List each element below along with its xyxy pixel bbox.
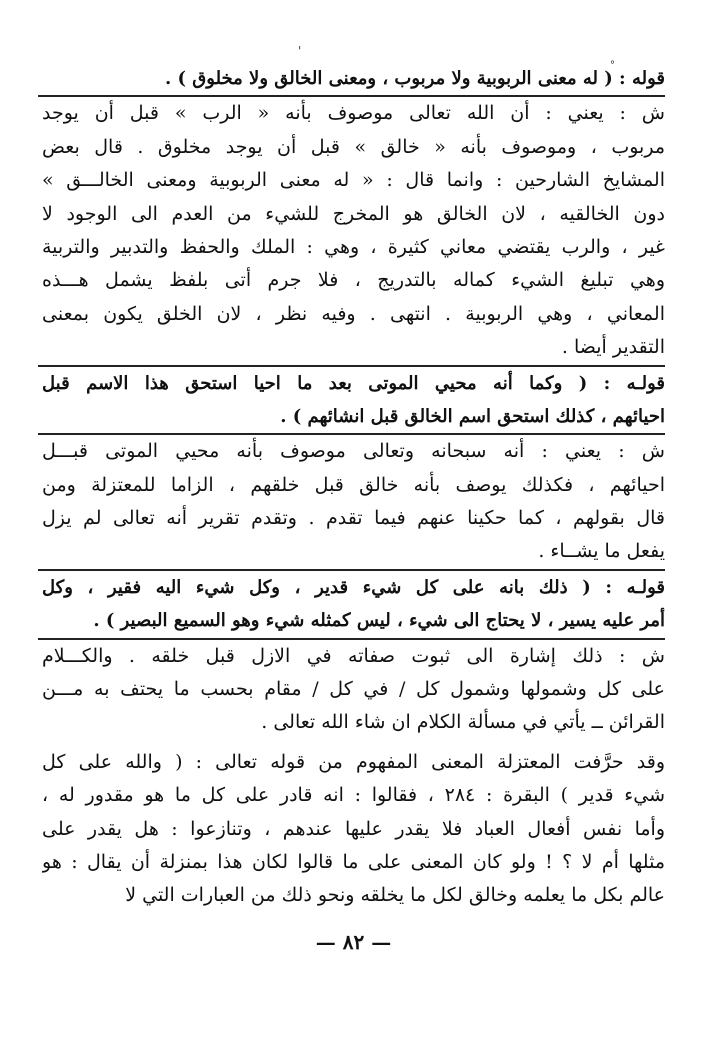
sharh-line: شيء قدير ) البقرة : ٢٨٤ ، فقالوا : انه قادر على كل ما هو مقدور له ، xyxy=(42,784,665,807)
sharh-line: مربوب ، وموصوف بأنه « خالق » قبل أن يوجد مخلوق . قال بعض xyxy=(42,135,665,158)
sharh-block xyxy=(42,97,665,364)
sharh-block xyxy=(42,746,665,913)
sharh-line: مثلها أم لا ؟ ! ولو كان المعنى على ما قالوا لكان هذا بمنزلة أن يقال : هو xyxy=(42,850,665,873)
matn-block xyxy=(42,571,665,638)
sharh-line: احيائهم ، فكذلك يوصف بأنه خالق قبل خلقهم ، الزاما للمعتزلة ومن xyxy=(42,473,665,496)
sharh-line: عالم بكل ما يعلمه وخالق لكل ما يخلقه ونحو ذلك من العبارات التي لا xyxy=(125,884,665,907)
matn-block xyxy=(42,62,665,95)
page-corner-mark: ° xyxy=(610,60,615,71)
matn-block xyxy=(42,367,665,434)
sharh-line: وقد حرَّفت المعتزلة المعنى المفهوم من قوله تعالى : ( والله على كل xyxy=(42,750,665,773)
sharh-line: وأما نفس أفعال العباد فلا يقدر عليها عندهم ، وتنازعوا : هل يقدر على xyxy=(42,817,665,840)
sharh-line: ش : يعني : أن الله تعالى موصوف بأنه « الرب » قبل أن يوجد xyxy=(42,102,665,125)
matn-line: أمر عليه يسير ، لا يحتاج الى شيء ، ليس كمثله شيء وهو السميع البصير ) . xyxy=(93,610,665,632)
sharh-block xyxy=(42,435,665,569)
sharh-line: المعاني ، وهي الربوبية . انتهى . وفيه نظر ، لان الخلق يكون بمعنى xyxy=(42,302,665,325)
sharh-line: ش : يعني : أنه سبحانه وتعالى موصوف بأنه محيي الموتى قبـــل xyxy=(42,440,665,463)
page-number: — ٨٢ — xyxy=(315,930,392,954)
sharh-line: قال بقولهم ، كما حكينا عنهم فيما تقدم . وتقدم تقرير أنه تعالى لم يزل xyxy=(42,507,665,530)
matn-line: احيائهم ، كذلك استحق اسم الخالق قبل انشائهم ) . xyxy=(280,405,665,427)
matn-line: قولـه : ( ذلك بانه على كل شيء قدير ، وكل شيء اليه فقير ، وكل xyxy=(42,576,665,598)
sharh-line: المشايخ الشارحين : وانما قال : « له معنى الربوبية ومعنى الخالـــق » xyxy=(42,169,665,192)
page-tick-mark: ' xyxy=(298,44,302,58)
sharh-line: على كل وشمولها وشمول كل / في كل / مقام بحسب ما يحتف به مـــن xyxy=(42,678,665,701)
page-content xyxy=(42,62,665,913)
sharh-line: غير ، والرب يقتضي معاني كثيرة ، وهي : الملك والحفظ والتدبير والتربية xyxy=(42,235,665,258)
sharh-block xyxy=(42,640,665,740)
sharh-line: دون الخالقيه ، لان الخالق هو المخرج للشيء من العدم الى الوجود لا xyxy=(42,202,665,225)
matn-line: قولـه : ( وكما أنه محيي الموتى بعد ما احيا استحق هذا الاسم قبل xyxy=(42,372,665,394)
sharh-line: ش : ذلك إشارة الى ثبوت صفاته في الازل قبل خلقه . والكـــلام xyxy=(42,644,665,667)
sharh-line: القرائن ــ يأتي في مسألة الكلام ان شاء الله تعالى . xyxy=(261,711,665,734)
sharh-line: يفعل ما يشــاء . xyxy=(538,540,665,563)
matn-line: قوله : ( له معنى الربوبية ولا مربوب ، ومعنى الخالق ولا مخلوق ) . xyxy=(164,68,665,89)
sharh-line: وهي تبليغ الشيء كماله بالتدريج ، فلا جرم أتى بلفظ يشمل هـــذه xyxy=(42,269,665,292)
sharh-line: التقدير أيضا . xyxy=(561,336,665,359)
